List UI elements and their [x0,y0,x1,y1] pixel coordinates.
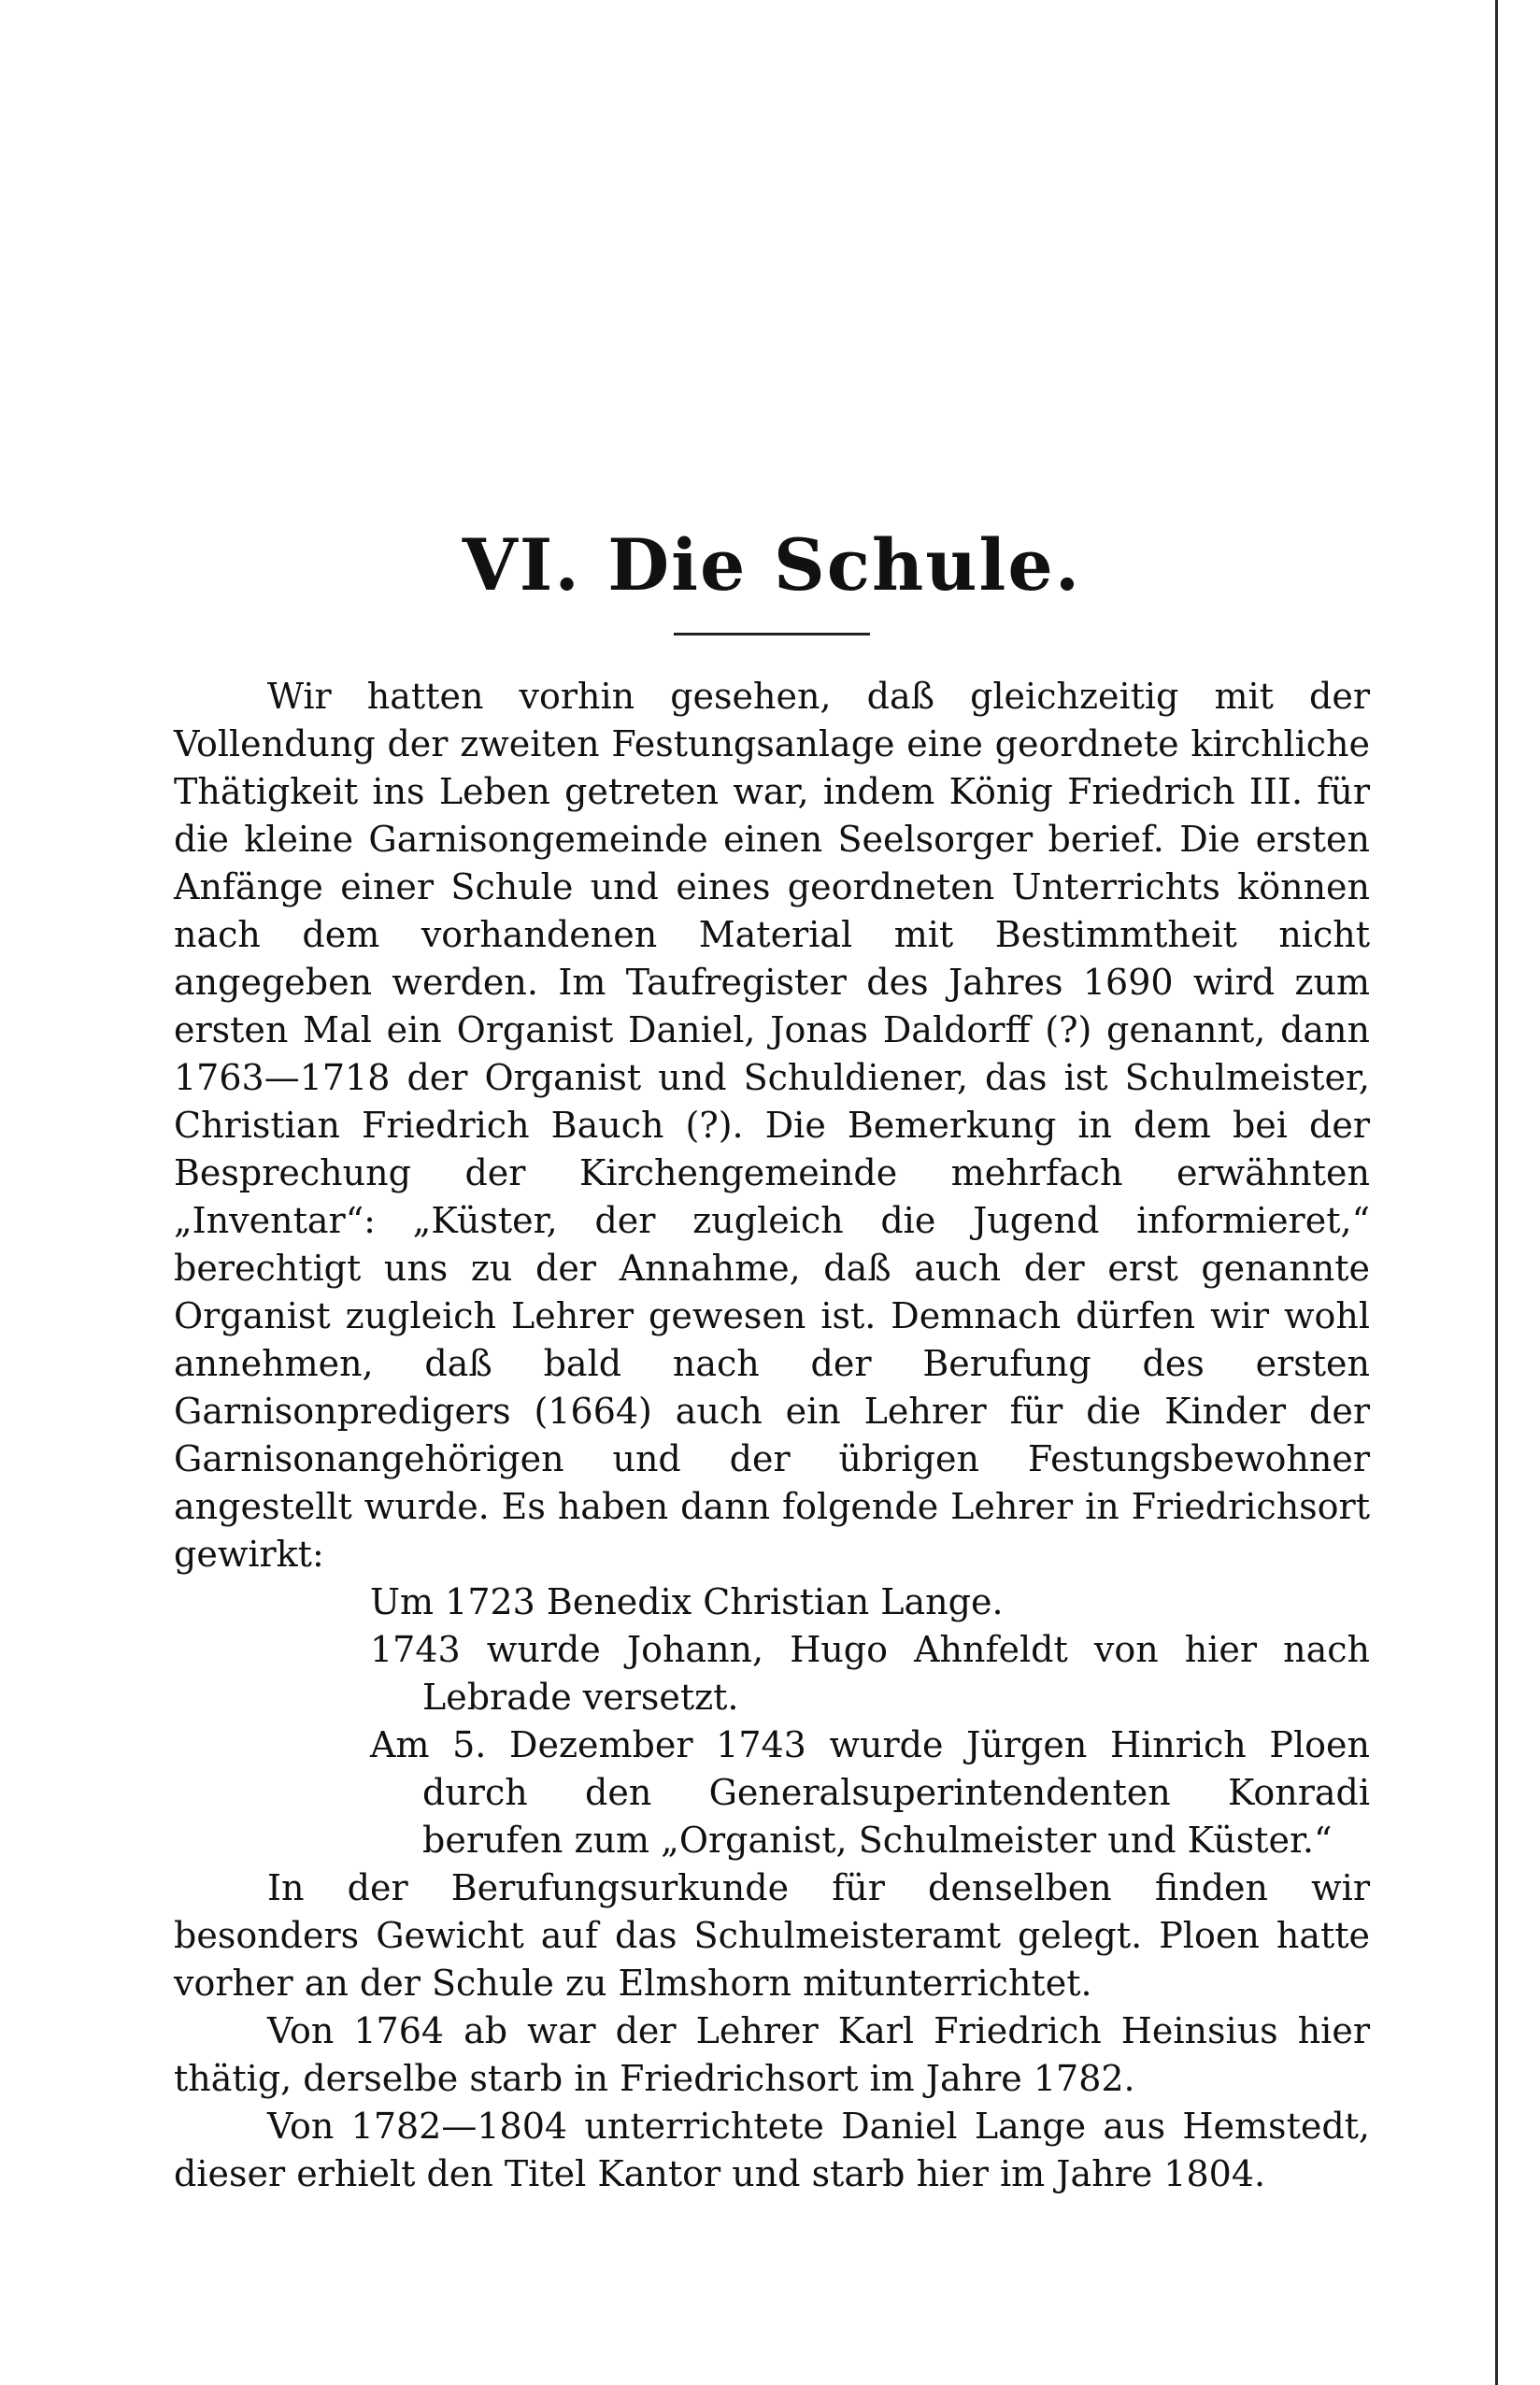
list-item: 1743 wurde Johann, Hugo Ahnfeldt von hier nach Lebrade versetzt. [370,1629,1370,1718]
list-item: Am 5. Dezember 1743 wurde Jürgen Hinrich Ploen durch den Generalsuperintendenten Konradi berufen zum „Organist, Schulmeister und Küster.“ [370,1724,1370,1861]
title-rule [674,633,870,636]
chapter-title: VI. Die Schule. [462,523,1082,607]
paragraph-intro: Wir hatten vorhin gesehen, daß gleichzeitig mit der Vollendung der zweiten Festungsanlage eine geordnete kirchliche Thätigkeit ins Leben getreten war, indem König Friedrich III. für die kleine Garnisongemeinde einen Seelsorger berief. Die ersten Anfänge einer Schule und eines geordneten Unterrichts können nach dem vorhandenen Material mit Bestimmtheit nicht angegeben werden. Im Taufregister des Jahres 1690 wird zum ersten Mal ein Organist Daniel, Jonas Daldorff (?) genannt, dann 1763—1718 der Organist und Schuldiener, das ist Schulmeister, Christian Friedrich Bauch (?). Die Bemerkung in dem bei der Besprechung der Kirchengemeinde mehrfach erwähnten „Inventar“: „Küster, der zugleich die Jugend informieret,“ berechtigt uns zu der Annahme, daß auch der erst genannte Organist zugleich Lehrer gewesen ist. Demnach dürfen wir wohl annehmen, daß bald nach der Berufung des ersten Garnisonpredigers (1664) auch ein Lehrer für die Kinder der Garnisonangehörigen und der übrigen Festungsbewohner angestellt wurde. Es haben dann folgende Lehrer in Friedrichsort gewirkt: [174,676,1370,1575]
teacher-list [370,1578,1370,1864]
paragraph-heinsius: Von 1764 ab war der Lehrer Karl Friedrich Heinsius hier thätig, derselbe starb in Friedrichsort im Jahre 1782. [174,2010,1370,2099]
page-edge-line [1495,0,1498,2385]
list-item: Um 1723 Benedix Christian Lange. [370,1581,1004,1622]
paragraph-lange: Von 1782—1804 unterrichtete Daniel Lange aus Hemstedt, dieser erhielt den Titel Kantor und starb hier im Jahre 1804. [174,2106,1370,2194]
book-page [174,523,1370,2198]
paragraph-ploen: In der Berufungsurkunde für denselben finden wir besonders Gewicht auf das Schulmeisteramt gelegt. Ploen hatte vorher an der Schule zu Elmshorn mitunterrichtet. [174,1867,1370,2004]
